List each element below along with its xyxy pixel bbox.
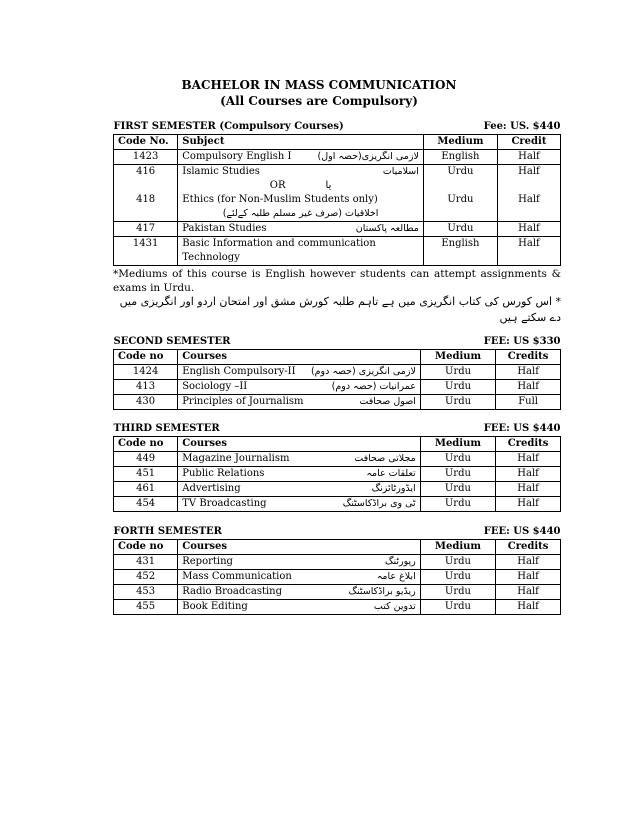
urdu-subject-text: رپورٹنگ (384, 556, 416, 567)
col-code: Code no (114, 540, 178, 555)
or-text: OR (269, 180, 286, 191)
medium-cell: Urdu (420, 452, 495, 467)
column-header-row (114, 135, 561, 150)
table-row (114, 452, 561, 467)
subject-text: Reporting (182, 556, 233, 567)
semester-heading: SECOND SEMESTER (113, 336, 231, 347)
medium-cell: Urdu (447, 166, 474, 177)
urdu-subject-text: ایڈورٹائزنگ (371, 483, 416, 494)
second-semester-table (113, 335, 561, 410)
col-credits: Credits (496, 437, 561, 452)
document-subtitle: (All Courses are Compulsory) (220, 94, 418, 108)
subject-text-continued: Technology (182, 252, 240, 263)
subject-text: Magazine Journalism (182, 453, 290, 464)
code-cell: 454 (114, 497, 178, 512)
code-cell: 418 (136, 194, 156, 205)
table-row (114, 222, 561, 237)
urdu-subject-text: تدوین کتب (373, 601, 416, 612)
or-urdu-text: یا (325, 180, 332, 191)
col-credit: Credit (497, 135, 560, 150)
col-credits: Credits (496, 350, 561, 365)
first-semester-table (113, 120, 561, 266)
col-courses: Courses (178, 350, 421, 365)
subject-text: English Compulsory-II (182, 366, 296, 377)
credit-cell: Half (496, 452, 561, 467)
credit-cell: Half (496, 585, 561, 600)
table-row (114, 237, 561, 266)
code-cell: 416 (136, 166, 156, 177)
credit-cell: Half (497, 237, 560, 266)
urdu-subject-text: لازمی انگریزی(حصہ اول) (317, 151, 419, 162)
subject-text: Principles of Journalism (182, 396, 304, 407)
credit-cell: Half (518, 194, 540, 205)
code-cell: 455 (114, 600, 178, 615)
urdu-subject-text: اخلاقیات (صرف غیر مسلم طلبہ کےلئے) (222, 208, 379, 219)
semester-header-row (114, 120, 561, 135)
urdu-subject-text: لازمی انگریزی (حصہ دوم) (310, 366, 416, 377)
medium-note-urdu: * اس کورس کی کتاب انگریزی میں ہے تاہم طلبہ کورش مشق اور امتحان اردو اور انگریزی میں دے سکتے ہیں (119, 295, 561, 324)
credit-cell: Half (497, 150, 560, 165)
credit-cell: Half (497, 222, 560, 237)
medium-cell: English (423, 150, 497, 165)
code-cell: 1423 (114, 150, 178, 165)
subject-text: Ethics (for Non-Muslim Students only) (182, 194, 378, 205)
urdu-subject-text: ٹی وی براڈکاسٹنگ (342, 498, 416, 509)
medium-cell: Urdu (420, 585, 495, 600)
medium-cell: Urdu (420, 365, 495, 380)
urdu-subject-text: مطالعہ پاکستان (355, 223, 419, 234)
code-cell: 1431 (114, 237, 178, 266)
credit-cell: Half (496, 467, 561, 482)
urdu-subject-text: اسلامیات (382, 166, 419, 177)
subject-text: Compulsory English I (182, 151, 292, 162)
subject-text: TV Broadcasting (182, 498, 267, 509)
table-row (114, 600, 561, 615)
table-row (114, 570, 561, 585)
col-credits: Credits (496, 540, 561, 555)
semester-fee: FEE: US $330 (483, 336, 561, 347)
subject-text: Islamic Studies (182, 166, 260, 177)
urdu-subject-text: عمرانیات (حصہ دوم) (331, 381, 416, 392)
code-cell: 431 (114, 555, 178, 570)
col-courses: Courses (178, 540, 420, 555)
col-code: Code no (114, 350, 178, 365)
credit-cell: Half (496, 555, 561, 570)
credit-cell: Half (496, 482, 561, 497)
medium-note: *Mediums of this course is English however students can attempt assignments & exams in Urdu. (113, 268, 561, 294)
semester-fee: Fee: US. $440 (483, 121, 561, 132)
credit-cell: Half (496, 570, 561, 585)
col-subject: Subject (178, 135, 424, 150)
column-header-row (114, 540, 561, 555)
urdu-subject-text: ریڈیو براڈکاسٹنگ (348, 586, 416, 597)
col-code: Code No. (114, 135, 178, 150)
subject-text: Public Relations (182, 468, 265, 479)
urdu-subject-text: ابلاغ عامہ (376, 571, 416, 582)
code-cell: 461 (114, 482, 178, 497)
semester-fee: FEE: US $440 (483, 526, 561, 537)
semester-heading: FIRST SEMESTER (Compulsory Courses) (113, 121, 344, 132)
table-row (114, 555, 561, 570)
col-courses: Courses (178, 437, 420, 452)
table-row (114, 165, 561, 222)
subject-text: Advertising (182, 483, 241, 494)
third-semester-table (113, 422, 561, 512)
semester-heading: FORTH SEMESTER (113, 526, 222, 537)
credit-cell: Full (496, 395, 561, 410)
semester-fee: FEE: US $440 (483, 423, 561, 434)
semester-heading: THIRD SEMESTER (113, 423, 220, 434)
semester-header-row (114, 525, 561, 540)
medium-cell: Urdu (420, 395, 495, 410)
code-cell: 413 (114, 380, 178, 395)
code-cell: 417 (114, 222, 178, 237)
code-cell: 453 (114, 585, 178, 600)
column-header-row (114, 437, 561, 452)
subject-text: Sociology –II (182, 381, 248, 392)
credit-cell: Half (518, 166, 540, 177)
col-code: Code no (114, 437, 178, 452)
subject-text: Mass Communication (182, 571, 292, 582)
col-medium: Medium (420, 350, 495, 365)
code-cell: 452 (114, 570, 178, 585)
urdu-subject-text: مجلاتی صحافت (354, 453, 416, 464)
credit-cell: Half (496, 600, 561, 615)
medium-cell: Urdu (420, 570, 495, 585)
medium-cell: English (423, 237, 497, 266)
col-medium: Medium (420, 540, 495, 555)
semester-header-row (114, 422, 561, 437)
semester-header-row (114, 335, 561, 350)
credit-cell: Half (496, 365, 561, 380)
table-row (114, 497, 561, 512)
subject-text: Basic Information and communication (182, 238, 376, 249)
credit-cell: Half (496, 380, 561, 395)
table-row (114, 380, 561, 395)
col-medium: Medium (423, 135, 497, 150)
table-row (114, 467, 561, 482)
subject-text: Radio Broadcasting (182, 586, 283, 597)
medium-cell: Urdu (423, 222, 497, 237)
subject-text: Pakistan Studies (182, 223, 267, 234)
medium-cell: Urdu (420, 467, 495, 482)
col-medium: Medium (420, 437, 495, 452)
medium-cell: Urdu (420, 600, 495, 615)
subject-cell (178, 150, 424, 165)
code-cell: 430 (114, 395, 178, 410)
table-row (114, 395, 561, 410)
subject-text: Book Editing (182, 601, 248, 612)
code-cell: 1424 (114, 365, 178, 380)
medium-cell: Urdu (420, 482, 495, 497)
table-row (114, 365, 561, 380)
table-row (114, 585, 561, 600)
code-cell: 451 (114, 467, 178, 482)
column-header-row (114, 350, 561, 365)
credit-cell: Half (496, 497, 561, 512)
table-row (114, 150, 561, 165)
table-row (114, 482, 561, 497)
medium-cell: Urdu (420, 497, 495, 512)
forth-semester-table (113, 525, 561, 615)
code-cell: 449 (114, 452, 178, 467)
urdu-subject-text: اصول صحافت (359, 396, 416, 407)
urdu-subject-text: تعلقات عامہ (366, 468, 416, 479)
medium-cell: Urdu (420, 380, 495, 395)
document-title: BACHELOR IN MASS COMMUNICATION (181, 78, 457, 92)
medium-cell: Urdu (420, 555, 495, 570)
medium-cell: Urdu (447, 194, 474, 205)
